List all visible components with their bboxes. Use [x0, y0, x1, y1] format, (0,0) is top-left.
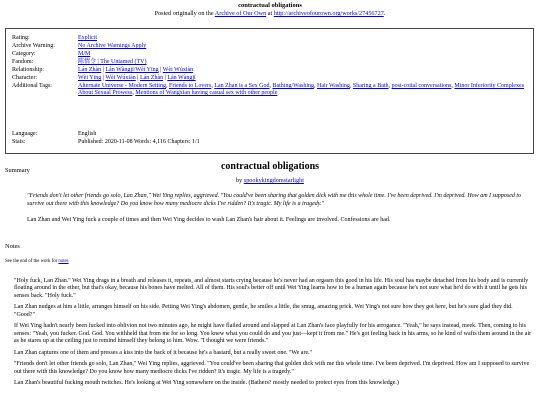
work-title: contractual obligations — [220, 161, 320, 172]
body-paragraph-1: "Holy fuck, Lan Zhan." Wei Ying drags in a breath and releases it, repeats, and almost starts crying because he's never had an orgasm this good in his life. His soul has maybe detached from his body and is currently floating around in the ether, but that's okay, because his bones have melted. All of them. His soul's better off until Wei Ying learns how to be a human again because he's not sure what he'd do with it until he gets his senses back. "Holy fuck." — [14, 278, 529, 299]
category-label: Category: — [12, 51, 36, 57]
meta-row-tags: Additional Tags: Alternate Universe - Modern Setting, Friends to Lovers, Lan Zhan is a Sex God, Bathing/Washing, Hair Washing, Sharing a Bath, post-coital conversations, Minor Inferiority Complexes About Sexual Prowess, Mentions of Wangxian having casual sex with other people — [12, 83, 525, 97]
rating-link[interactable]: Explicit — [78, 35, 97, 41]
header-title: contractual obligations — [238, 2, 302, 9]
body-paragraph-2: Lan Zhan nudges at him a little, arranges himself on his side. Petting Wei Ying's abdomen, gentle, he smiles a little, the smug, amazing prick. Wei Ying's not sure how they got here, but he's sure glad they did. "Good?" — [14, 304, 513, 318]
character-link-3[interactable]: Lán Zhàn — [139, 75, 164, 81]
meta-box — [5, 28, 534, 154]
body-paragraph-5: "Friends don't let other friends go solo, Lan Zhan," Wei Ying replies, aggrieved. "You could've been sharing that golden dick with me this whole time. I've been deprived. I'm deprived. How am I supposed to survive out there with this knowledge? Do you know how many mediocre dicks I've ridden? It's tragic. My life is a tragedy." — [14, 361, 530, 375]
meta-row-relationship: Relationship: Lán Zhàn | Lán Wàngjī/Wèi Yīng | Wèi Wúxiàn — [12, 67, 194, 73]
meta-row-category — [12, 51, 529, 58]
warning-label: Archive Warning: — [12, 43, 55, 49]
relationship-link-3[interactable]: Wèi Wúxiàn — [162, 67, 194, 73]
meta-row-language — [12, 131, 529, 138]
tags-label: Additional Tags: — [12, 83, 52, 89]
relationship-link-1[interactable]: Lán Zhàn — [78, 67, 102, 73]
category-link[interactable]: M/M — [78, 51, 91, 57]
byline — [0, 177, 540, 184]
meta-row-stats — [12, 139, 529, 146]
relationship-link-2[interactable]: Lán Wàngjī/Wèi Yīng — [105, 67, 159, 73]
by-prefix: by — [236, 177, 244, 184]
work-body — [14, 278, 532, 392]
tag-link-3[interactable]: Lan Zhan is a Sex God — [214, 83, 270, 89]
work-url-link[interactable]: http://archiveofourown.org/works/27456727 — [273, 10, 384, 17]
stats-label: Stats: — [12, 139, 26, 145]
fandom-link[interactable]: 陈情令 | The Untamed (TV) — [78, 59, 147, 65]
tag-link-2[interactable]: Friends to Lovers — [168, 83, 212, 89]
archive-link[interactable]: Archive of Our Own — [214, 10, 267, 17]
character-link-2[interactable]: Wèi Wúxiàn — [105, 75, 136, 81]
posted-mid: at — [266, 10, 274, 17]
stats-value: Published: 2020-11-08 Words: 4,116 Chapters: 1/1 — [78, 139, 200, 145]
language-label: Language: — [12, 131, 38, 137]
summary-block — [27, 193, 532, 234]
author-link[interactable]: spookykingdomstarlight — [243, 177, 304, 184]
notes-prefix: See the end of the work for — [5, 259, 59, 264]
summary-heading: Summary — [5, 167, 30, 174]
tag-link-4[interactable]: Bathing/Washing — [272, 83, 314, 89]
body-paragraph-6: Lan Zhan's beautiful fucking mouth twitches. He's looking at Wei Ying somewhere on the inside. (Bathers? mostly needed to protect eyes from this knowledge.) — [14, 380, 399, 387]
meta-row-warning — [12, 43, 529, 50]
relationship-label: Relationship: — [12, 67, 44, 73]
tag-link-7[interactable]: post-coital conversations — [391, 83, 452, 89]
posted-suffix: . — [383, 10, 386, 17]
summary-text: Lan Zhan and Wei Ying fuck a couple of times and then Wei Ying decides to wash Lan Zhan's hair about it. Feelings are involved. Confessions are had. — [27, 217, 391, 224]
fandom-label: Fandom: — [12, 59, 34, 65]
tag-link-5[interactable]: Hair Washing — [316, 83, 350, 89]
document-header — [0, 0, 540, 18]
language-value: English — [78, 131, 97, 137]
warning-link[interactable]: No Archive Warnings Apply — [78, 43, 147, 49]
character-link-4[interactable]: Lán Wàngjī — [167, 75, 196, 81]
tag-link-9[interactable]: Mentions of Wangxian having casual sex with other people — [135, 90, 278, 97]
meta-row-rating — [12, 35, 529, 42]
tag-link-1[interactable]: Alternate Universe - Modern Setting — [78, 83, 166, 89]
meta-row-fandom — [12, 59, 529, 66]
notes-link[interactable]: notes — [58, 259, 69, 264]
rating-label: Rating: — [12, 35, 30, 41]
summary-quote: "Friends don't let other friends go solo, Lan Zhan," Wei Ying replies, aggrieved. "You could've been sharing that golden dick with me this whole time. I've been deprived. I'm deprived. How am I supposed to survive out there with this knowledge? Do you know how many mediocre dicks I've ridden? It's tragic. My life is a tragedy." — [27, 193, 522, 207]
meta-row-character: Character: Wèi Yīng | Wèi Wúxiàn | Lán Zhàn | Lán Wàngjī — [12, 75, 196, 81]
character-label: Character: — [12, 75, 37, 81]
body-paragraph-3: If Wei Ying hadn't nearly been fucked into oblivion not two minutes ago, he might have flailed around and slapped at Lan Zhan's face playfully for his arrogance. "Yeah," he says instead, meek. Then, coming to his senses: "Yeah, you fucker. God. God. You withheld that from me for so long. You knew what you could do and you just—kept it from me." He's got feeling back in his arms, so he kind of wafts them around in the air as he stares up at the ceiling just to remind himself they belong to him. Wow. "I thought we were friends." — [14, 323, 532, 345]
posted-line — [0, 10, 540, 18]
notes-line — [5, 259, 69, 264]
tag-link-8[interactable]: Minor Inferiority Complexes About Sexual Prowess — [78, 83, 525, 97]
character-link-1[interactable]: Wèi Yīng — [78, 75, 102, 81]
tag-link-6[interactable]: Sharing a Bath — [352, 83, 389, 89]
body-paragraph-4: Lan Zhan captures one of them and presses a kiss into the back of it because he's a bastard, but a really sweet one. "We are." — [14, 349, 313, 356]
posted-prefix: Posted originally on the — [154, 10, 215, 17]
notes-heading: Notes — [5, 243, 20, 250]
